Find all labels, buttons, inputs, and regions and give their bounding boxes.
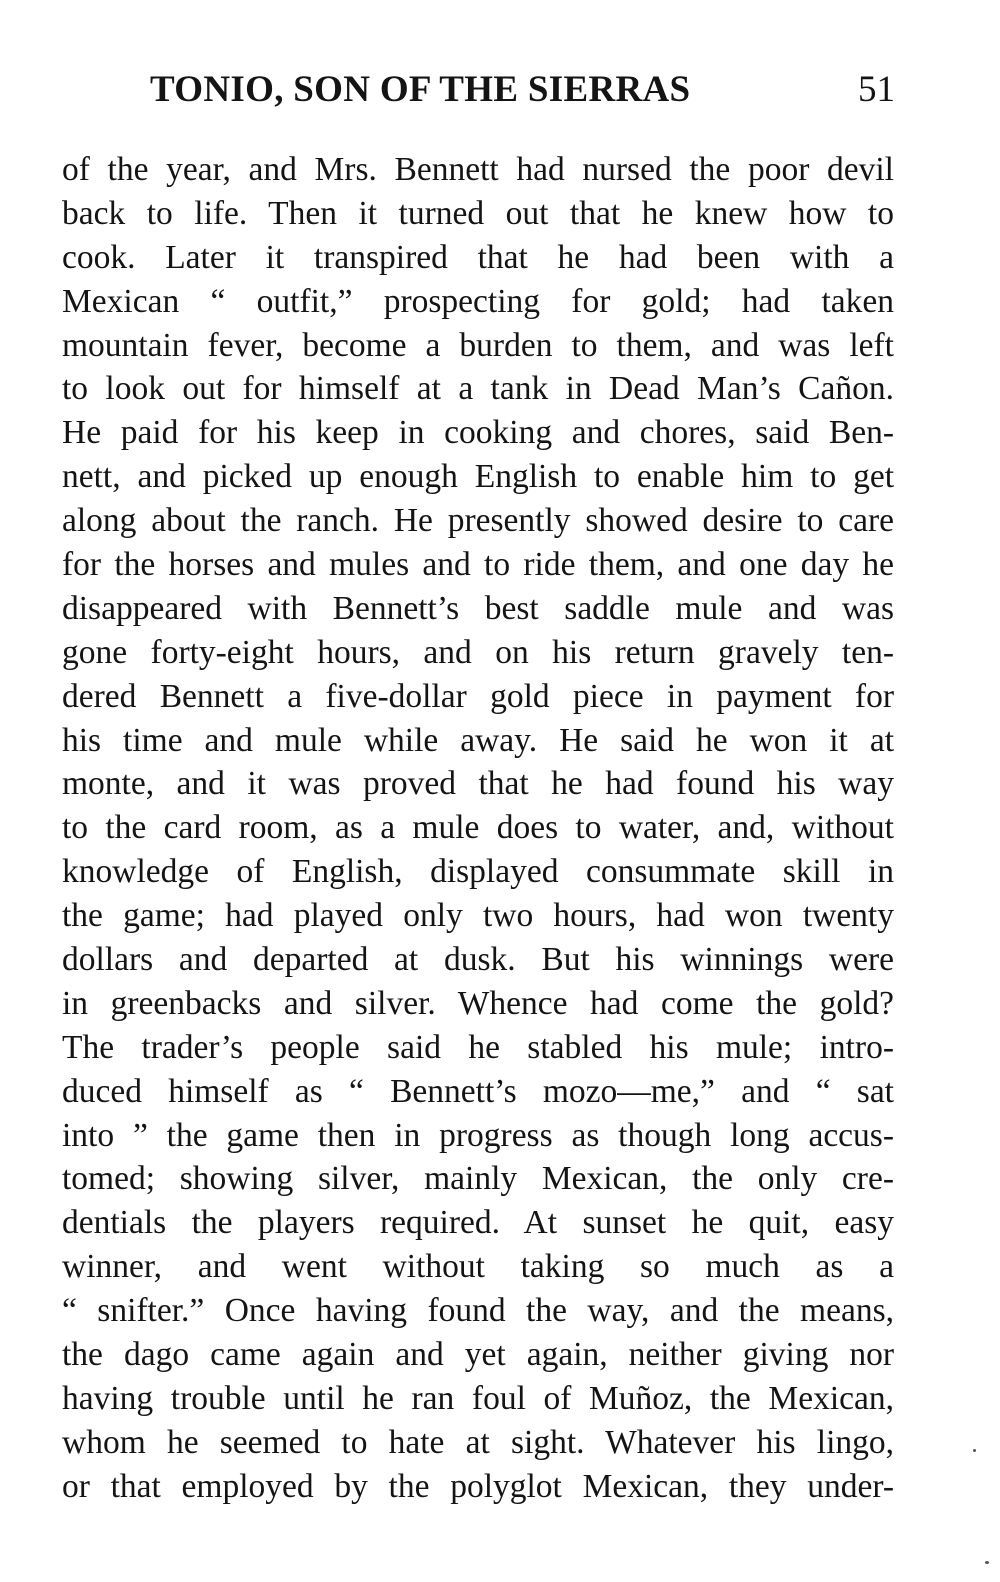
text-line: to look out for himself at a tank in Dead Man’s Cañon. [62, 370, 894, 408]
text-line: He paid for his keep in cooking and chores, said Ben- [62, 414, 894, 452]
scan-speck [973, 1449, 976, 1452]
text-line: into ” the game then in progress as though long accus- [62, 1116, 894, 1154]
text-line: knowledge of English, displayed consummate skill in [62, 853, 894, 891]
text-line: whom he seemed to hate at sight. Whatever his lingo, [62, 1423, 894, 1461]
text-line: monte, and it was proved that he had found his way [62, 765, 894, 803]
text-line: dered Bennett a five-dollar gold piece in payment for [62, 677, 894, 715]
text-line: the game; had played only two hours, had won twenty [62, 897, 894, 935]
text-line: The trader’s people said he stabled his mule; intro- [62, 1028, 894, 1066]
text-line: to the card room, as a mule does to water, and, without [62, 809, 894, 847]
text-line: back to life. Then it turned out that he knew how to [62, 194, 894, 232]
scan-speck [985, 1561, 989, 1564]
page-header [150, 68, 895, 112]
running-title: TONIO, SON OF THE SIERRAS [150, 69, 691, 110]
page-number: 51 [858, 69, 895, 110]
body-text [62, 148, 894, 1509]
text-line: mountain fever, become a burden to them, and was left [62, 326, 894, 364]
text-line: duced himself as “ Bennett’s mozo—me,” and “ sat [62, 1072, 894, 1110]
text-line: having trouble until he ran foul of Muñoz, the Mexican, [62, 1379, 894, 1417]
text-line: Mexican “ outfit,” prospecting for gold; had taken [62, 282, 894, 320]
text-line: gone forty-eight hours, and on his return gravely ten- [62, 633, 894, 671]
text-line: tomed; showing silver, mainly Mexican, the only cre- [62, 1160, 894, 1198]
text-line: cook. Later it transpired that he had been with a [62, 238, 894, 276]
text-line: in greenbacks and silver. Whence had come the gold? [62, 984, 894, 1022]
text-line: dentials the players required. At sunset he quit, easy [62, 1204, 894, 1242]
text-line: nett, and picked up enough English to enable him to get [62, 458, 894, 496]
text-line: the dago came again and yet again, neither giving nor [62, 1336, 894, 1374]
text-line: or that employed by the polyglot Mexican, they under- [62, 1467, 894, 1505]
text-line: along about the ranch. He presently showed desire to care [62, 502, 894, 540]
text-line: for the horses and mules and to ride them, and one day he [62, 546, 894, 584]
text-line: his time and mule while away. He said he won it at [62, 721, 894, 759]
text-line: “ snifter.” Once having found the way, and the means, [62, 1292, 894, 1330]
text-line: disappeared with Bennett’s best saddle mule and was [62, 589, 894, 627]
text-line: dollars and departed at dusk. But his winnings were [62, 941, 894, 979]
text-line: of the year, and Mrs. Bennett had nursed the poor devil [62, 151, 894, 188]
text-line: winner, and went without taking so much as a [62, 1248, 894, 1286]
